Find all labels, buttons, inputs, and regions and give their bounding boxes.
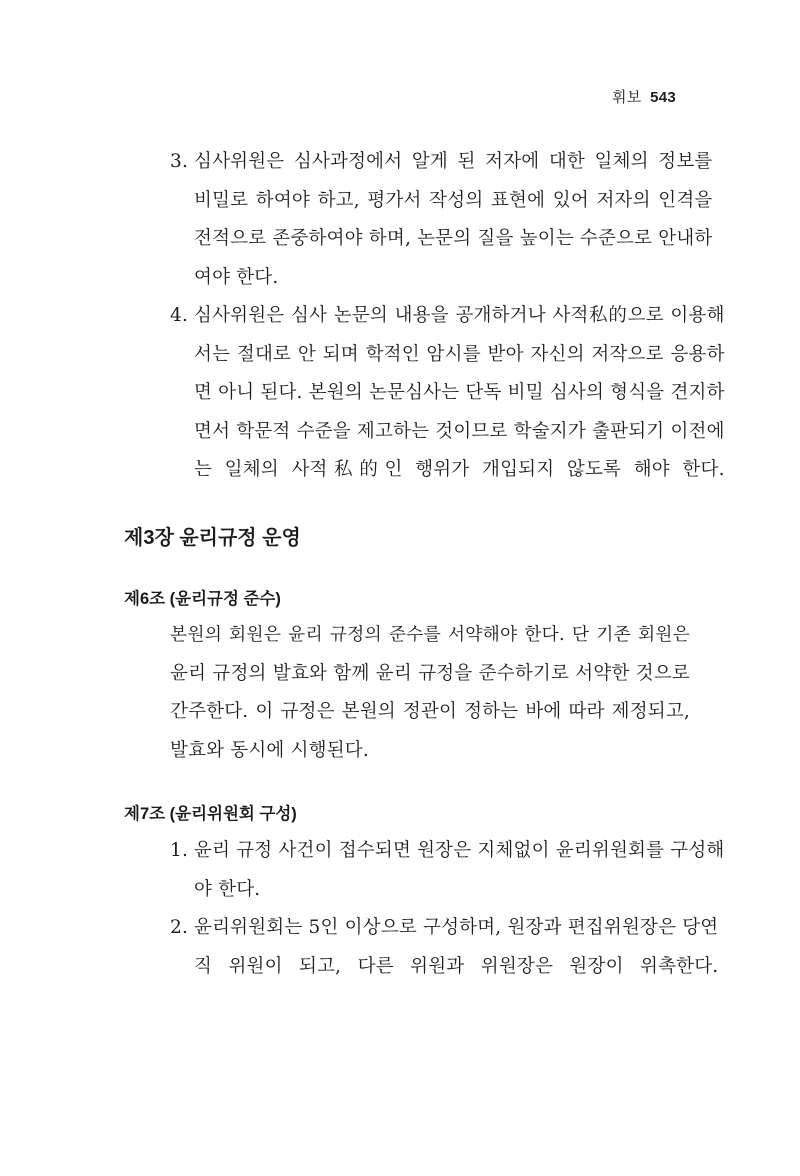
- text-line: 직 위원이 되고, 다른 위원과 위원장은 원장이 위촉한다.: [194, 955, 719, 977]
- item-text: [194, 143, 713, 297]
- header-section-name: 휘보: [612, 89, 642, 106]
- text-line: 심사위원은 심사과정에서 알게 된 저자에 대한 일체의 정보를: [194, 151, 713, 172]
- text-line: 간주한다. 이 규정은 본원의 정관이 정하는 바에 따라 제정되고,: [170, 701, 690, 722]
- item-number: 3.: [170, 151, 189, 172]
- text-line: 본원의 회원은 윤리 규정의 준수를 서약해야 한다. 단 기존 회원은: [170, 625, 690, 645]
- text-line: 발효와 동시에 시행된다.: [170, 739, 369, 761]
- article-7-title: 제7조 (윤리위원회 구성): [124, 805, 297, 823]
- text-line: 전적으로 존중하여야 하며, 논문의 질을 높이는 수준으로 안내하: [194, 228, 713, 249]
- list-item: [170, 909, 719, 986]
- list-item: [170, 832, 725, 909]
- text-line: 윤리 규정 사건이 접수되면 원장은 지체없이 윤리위원회를 구성해: [194, 840, 725, 861]
- item-number: 4.: [170, 305, 189, 326]
- text-line: 는 일체의 사적私的인 행위가 개입되지 않도록 해야 한다.: [194, 459, 725, 480]
- chapter-title: 제3장 윤리규정 운영: [124, 527, 301, 549]
- list-item: [170, 143, 713, 297]
- text-line: 윤리위원회는 5인 이상으로 구성하며, 원장과 편집위원장은 당연: [194, 917, 719, 938]
- page-number: 543: [650, 89, 676, 106]
- text-line: 심사위원은 심사 논문의 내용을 공개하거나 사적私的으로 이용해: [194, 305, 725, 326]
- text-line: 면 아니 된다. 본원의 논문심사는 단독 비밀 심사의 형식을 견지하: [194, 382, 725, 403]
- text-line: 면서 학문적 수준을 제고하는 것이므로 학술지가 출판되기 이전에: [194, 420, 725, 442]
- item-text: [194, 297, 725, 490]
- top-numbered-list: [170, 143, 725, 490]
- running-header: [612, 86, 676, 107]
- item-text: [194, 909, 718, 986]
- text-line: 서는 절대로 안 되며 학적인 암시를 받아 자신의 저작으로 응용하: [194, 343, 725, 365]
- list-item: [170, 297, 725, 490]
- item-text: [194, 832, 724, 909]
- text-line: 비밀로 하여야 하고, 평가서 작성의 표현에 있어 저자의 인격을: [194, 189, 713, 211]
- article-7-list: [170, 832, 725, 986]
- item-number: 2.: [170, 917, 189, 938]
- text-line: 여야 한다.: [194, 266, 279, 288]
- text-line: 야 한다.: [194, 878, 261, 900]
- text-line: 윤리 규정의 발효와 함께 윤리 규정을 준수하기로 서약한 것으로: [170, 662, 690, 684]
- item-number: 1.: [170, 840, 189, 861]
- article-6-body: [170, 616, 690, 770]
- article-6-title: 제6조 (윤리규정 준수): [124, 590, 281, 608]
